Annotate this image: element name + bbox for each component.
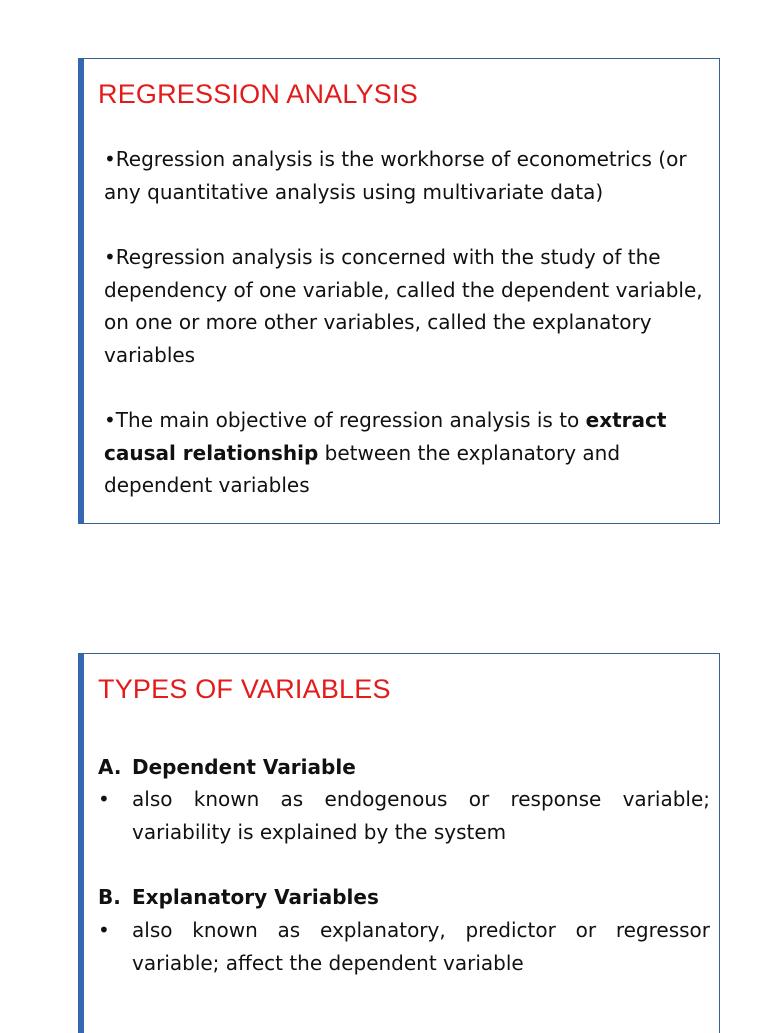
bullet-icon: •	[98, 918, 110, 942]
bullet-explanatory-description	[98, 914, 710, 979]
heading-letter: B.	[98, 885, 121, 909]
slide-title: REGRESSION ANALYSIS	[98, 79, 418, 109]
heading-dependent-variable	[98, 751, 356, 783]
heading-text: Explanatory Variables	[132, 885, 379, 909]
paragraph-dependency: •Regression analysis is concerned with the study of the dependency of one variable, called the dependent variable, on one or more other variables, called the explanatory variables	[104, 245, 703, 367]
bullet-text: also known as explanatory, predictor or regressor variable; affect the dependent variable	[132, 918, 710, 975]
heading-letter: A.	[98, 755, 122, 779]
bullet-text: also known as endogenous or response variable; variability is explained by the system	[132, 787, 710, 844]
heading-text: Dependent Variable	[132, 755, 356, 779]
paragraph-workhorse: •Regression analysis is the workhorse of econometrics (or any quantitative analysis using multivariate data)	[104, 147, 687, 204]
objective-text-end: between the explanatory and dependent variables	[104, 440, 621, 497]
slide-title: TYPES OF VARIABLES	[98, 674, 391, 704]
heading-explanatory-variables	[98, 881, 379, 913]
paragraph-objective	[104, 404, 704, 502]
bullet-dependent-description	[98, 783, 710, 848]
bullet-icon: •	[98, 787, 110, 811]
slide-types-of-variables	[78, 653, 720, 1033]
objective-emphasis: extract causal relationship	[104, 408, 667, 465]
objective-text-start: •The main objective of regression analysis is to	[104, 408, 586, 432]
slide-regression-analysis	[78, 58, 720, 524]
